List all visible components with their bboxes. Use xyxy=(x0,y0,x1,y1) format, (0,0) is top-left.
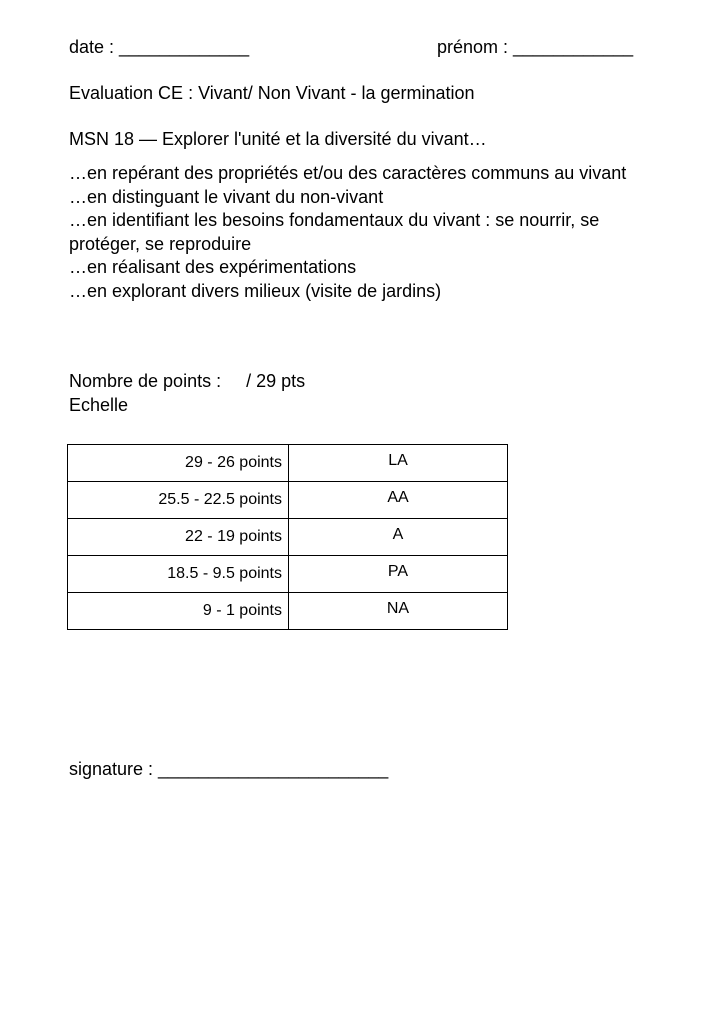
table-row xyxy=(68,556,508,593)
grade-cell: AA xyxy=(289,482,508,519)
table-row xyxy=(68,593,508,630)
evaluation-title: Evaluation CE : Vivant/ Non Vivant - la germination xyxy=(69,83,475,103)
grade-cell: NA xyxy=(289,593,508,630)
grade-cell: A xyxy=(289,519,508,556)
objective-item: …en explorant divers milieux (visite de jardins) xyxy=(69,280,442,301)
grading-scale-table xyxy=(67,444,508,630)
grade-cell: PA xyxy=(289,556,508,593)
msn-objective-title: MSN 18 — Explorer l'unité et la diversité du vivant… xyxy=(69,129,487,149)
signature-field-line: signature : _______________________ xyxy=(69,759,389,779)
objective-item: …en identifiant les besoins fondamentaux du vivant : se nourrir, se protéger, se reproduire xyxy=(69,210,600,254)
grade-cell: LA xyxy=(289,445,508,482)
points-range-cell: 22 - 19 points xyxy=(68,519,289,556)
table-row xyxy=(68,519,508,556)
scale-label: Echelle xyxy=(69,395,129,415)
date-field-line: date : _____________ xyxy=(69,37,250,57)
objective-item: …en distinguant le vivant du non-vivant xyxy=(69,186,384,207)
points-total-line: Nombre de points : / 29 pts xyxy=(69,371,306,391)
points-range-cell: 18.5 - 9.5 points xyxy=(68,556,289,593)
objectives-list xyxy=(69,162,669,303)
objective-item: …en repérant des propriétés et/ou des caractères communs au vivant xyxy=(69,163,627,183)
points-range-cell: 29 - 26 points xyxy=(68,445,289,482)
table-row xyxy=(68,445,508,482)
points-range-cell: 9 - 1 points xyxy=(68,593,289,630)
points-range-cell: 25.5 - 22.5 points xyxy=(68,482,289,519)
table-row xyxy=(68,482,508,519)
objective-item: …en réalisant des expérimentations xyxy=(69,257,357,277)
prenom-field-line: prénom : ____________ xyxy=(437,37,634,57)
